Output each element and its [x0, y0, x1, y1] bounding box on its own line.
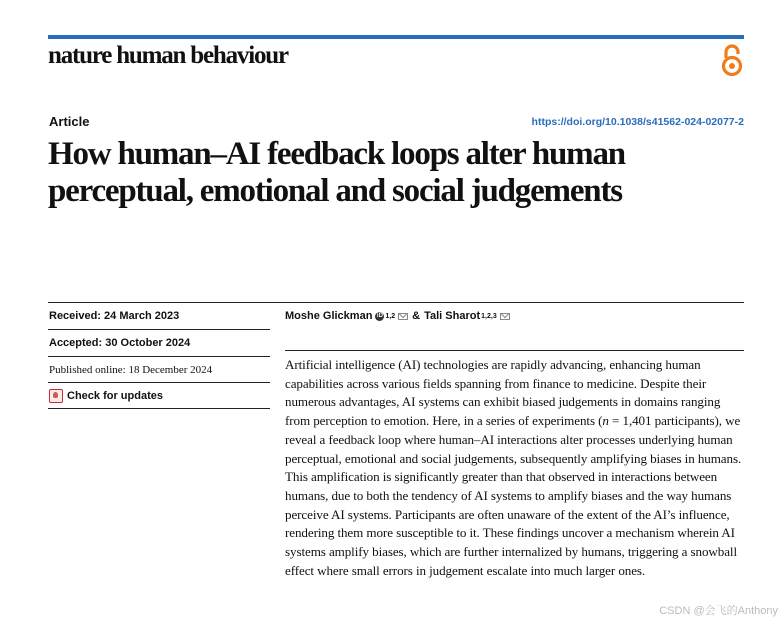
abstract-text: Artificial intelligence (AI) technologies are rapidly advancing, enhancing human capabilities across various fields spanning from finance to medicine. Despite their numerous advantages, AI systems can exhibit biased judgements in domains ranging from perception to emotion. Here, in a series of experiments (	[285, 357, 721, 429]
meta-divider-top	[48, 302, 744, 303]
meta-divider	[48, 356, 270, 357]
email-icon[interactable]	[398, 313, 408, 320]
article-type: Article	[49, 114, 90, 129]
watermark: CSDN @会飞的Anthony	[659, 605, 778, 617]
meta-divider	[48, 408, 270, 409]
orcid-icon[interactable]: iD	[376, 312, 383, 319]
email-icon[interactable]	[500, 313, 510, 320]
open-access-icon	[718, 42, 746, 78]
meta-divider	[48, 382, 270, 383]
received-value: 24 March 2023	[104, 310, 180, 322]
received-date	[49, 310, 179, 322]
doi-link[interactable]: https://doi.org/10.1038/s41562-024-02077-2	[531, 116, 744, 128]
accepted-value: 30 October 2024	[105, 337, 191, 349]
accepted-label: Accepted:	[49, 337, 103, 349]
abstract-text: = 1,401 participants), we reveal a feedback loop where human–AI interactions alter processes underlying human perceptual, emotional and social judgements, subsequently amplifying biases in humans. This amplification is significantly greater than that observed in interactions between humans, due to both the tendency of AI systems to amplify biases and the way humans perceive AI systems. Participants are often unaware of the extent of the AI’s influence, rendering them more susceptible to it. These findings uncover a mechanism wherein AI systems amplify biases, which are further internalized by humans, triggering a snowball effect where small errors in judgement escalate into much larger ones.	[285, 413, 742, 578]
author-name[interactable]: Tali Sharot	[424, 310, 481, 322]
author-list	[285, 310, 510, 322]
journal-name[interactable]: nature human behaviour	[48, 42, 288, 69]
abstract	[285, 356, 747, 580]
header-rule	[48, 35, 744, 39]
received-label: Received:	[49, 310, 101, 322]
author-affiliation: 1,2,3	[481, 312, 497, 320]
abstract-n-symbol: n	[602, 413, 609, 429]
author-affiliation: 1,2	[385, 312, 396, 320]
check-updates-label: Check for updates	[67, 390, 163, 402]
crossmark-icon	[49, 389, 63, 403]
abstract-divider	[285, 350, 744, 351]
meta-divider	[48, 329, 270, 330]
author-separator: &	[412, 310, 421, 322]
accepted-date	[49, 337, 190, 349]
author-name[interactable]: Moshe Glickman	[285, 310, 373, 322]
article-title: How human–AI feedback loops alter human perceptual, emotional and social judgements	[48, 136, 625, 209]
published-date: Published online: 18 December 2024	[49, 364, 213, 376]
check-for-updates-button[interactable]	[49, 389, 163, 403]
